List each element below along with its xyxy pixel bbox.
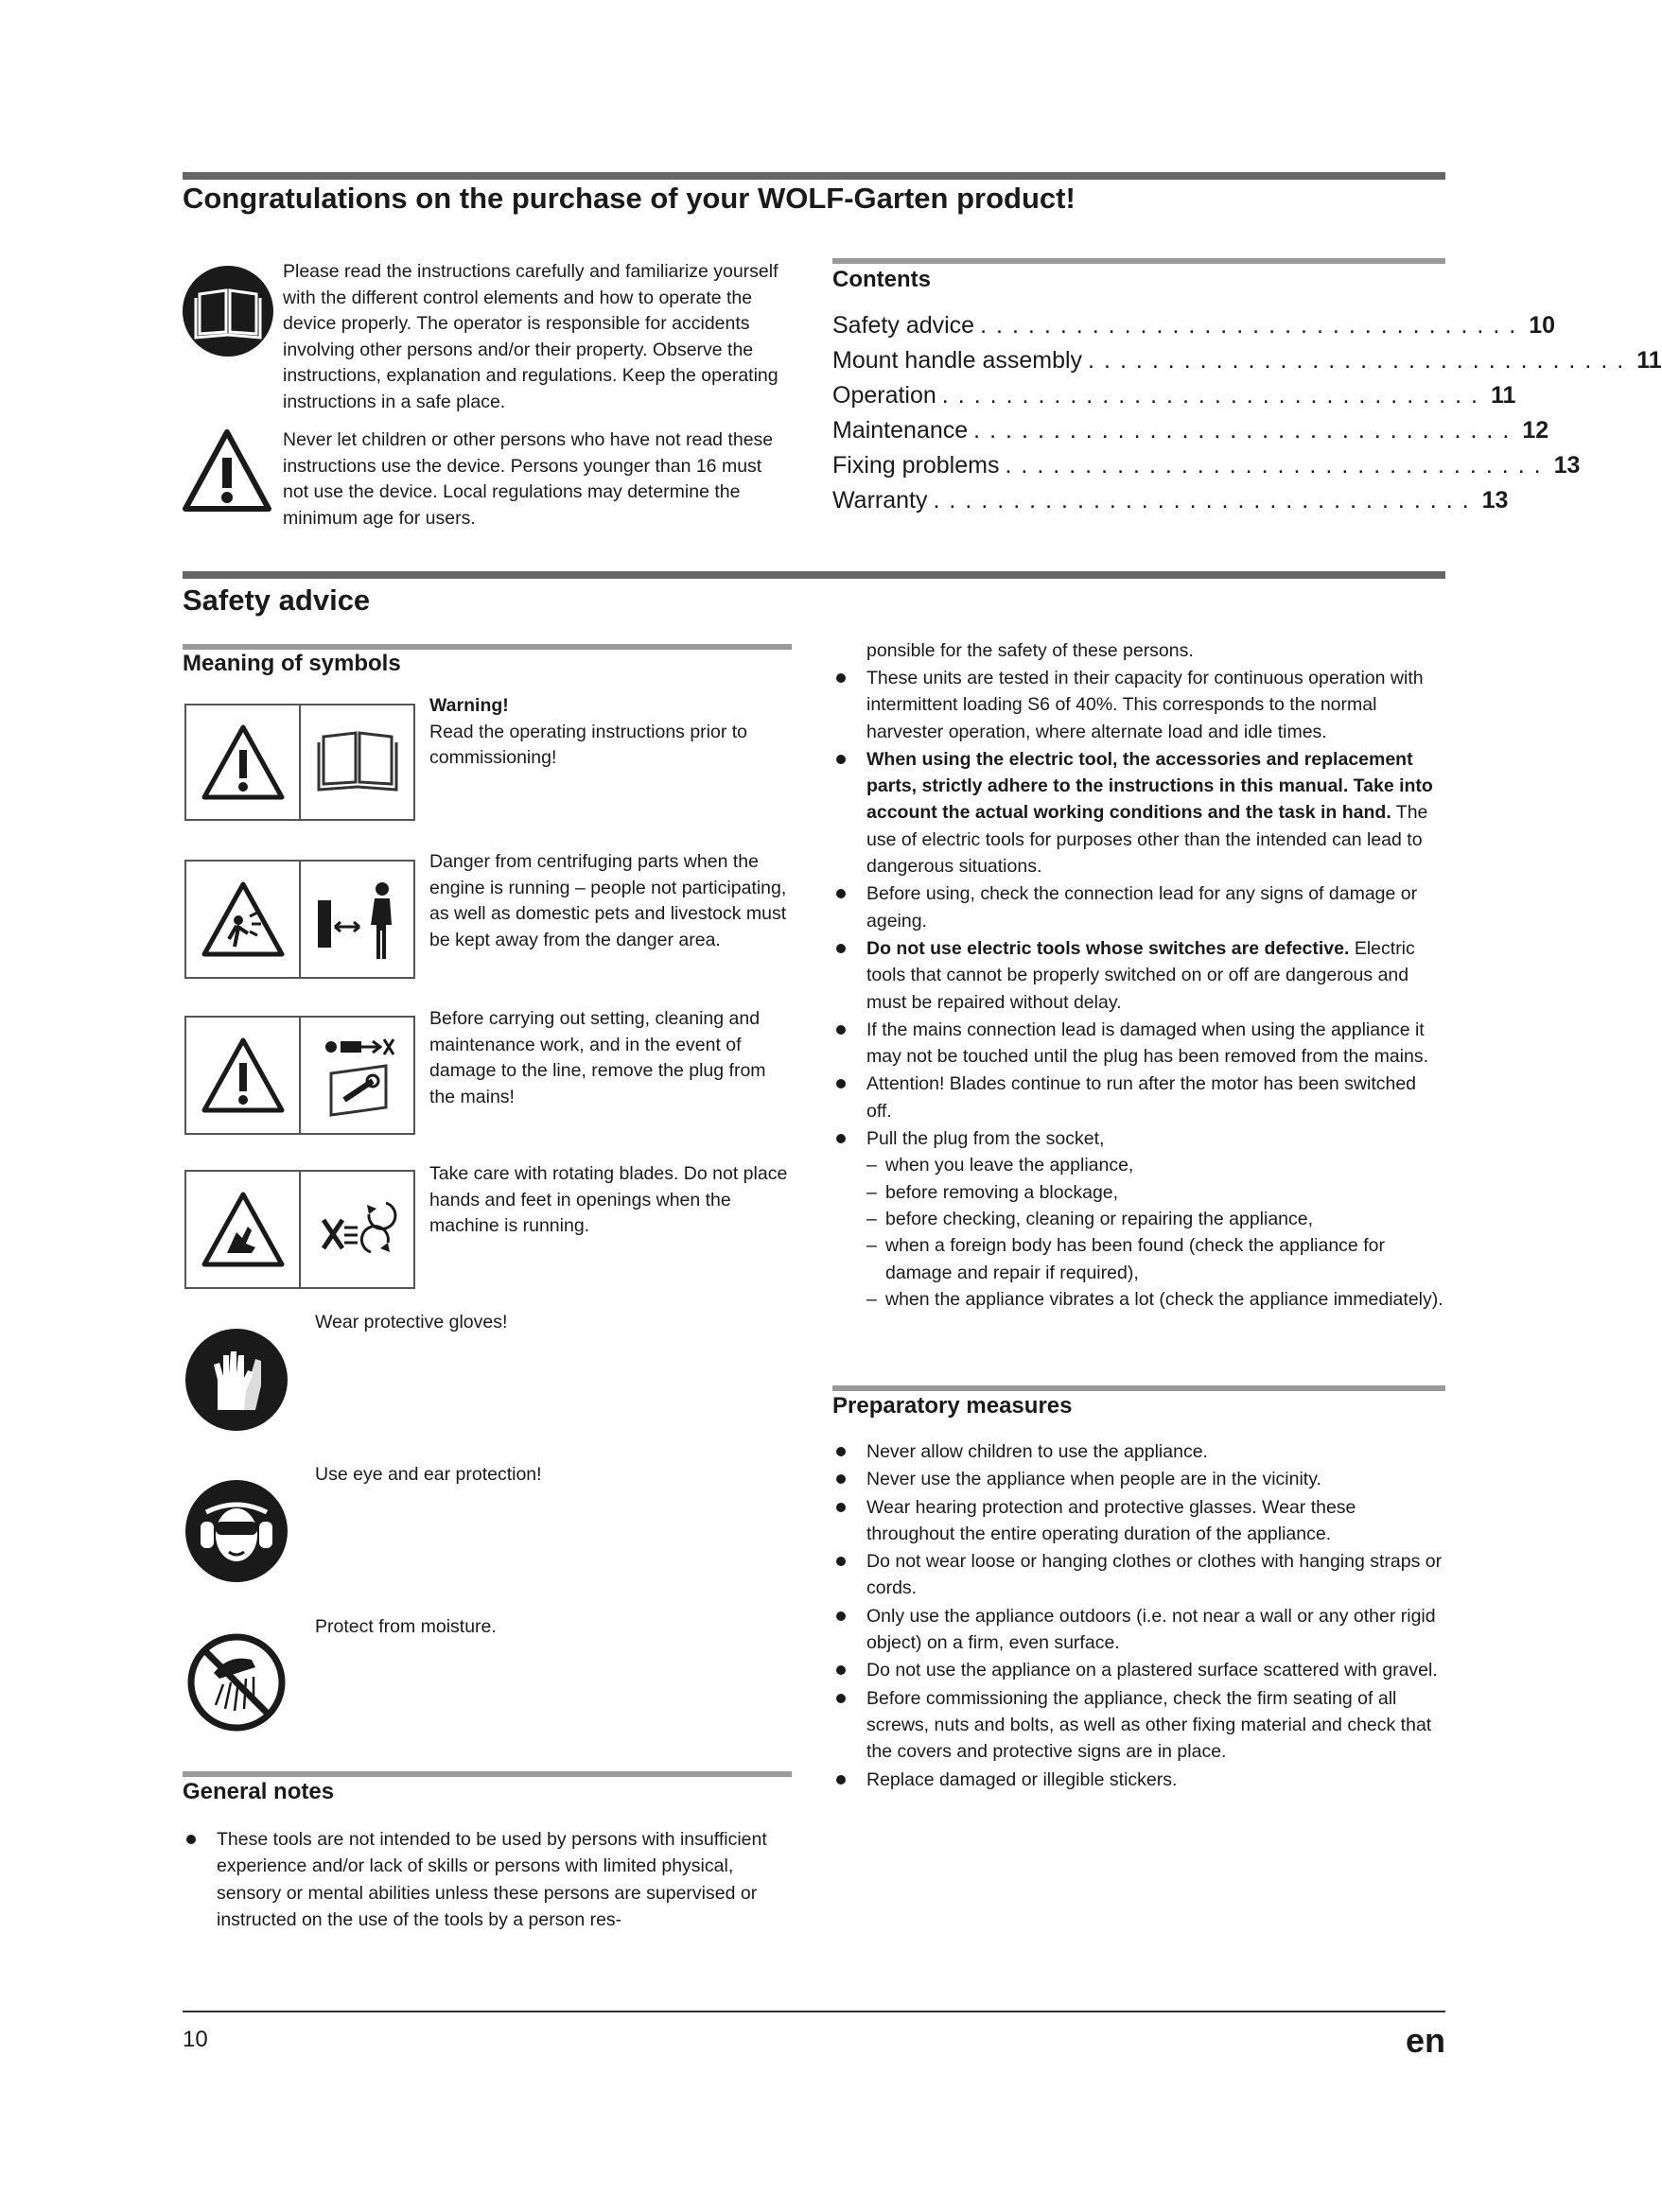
safety-rule bbox=[183, 571, 1445, 579]
list-item: Do not wear loose or hanging clothes or clothes with hanging straps or cords. bbox=[832, 1548, 1445, 1602]
symbol-7-text: Protect from moisture. bbox=[315, 1616, 497, 1637]
list-item: Never allow children to use the appliance. bbox=[832, 1438, 1445, 1465]
list-item: Pull the plug from the socket, – when you leave the appliance, – before removing a blockage, – before checking, cleaning or repairing the appliance, – when a foreign body has been found (check the appliance for damage and repair if required), – when the appliance vibrates a lot (check the appliance immediately). bbox=[832, 1125, 1445, 1313]
protective-gloves-icon bbox=[185, 1329, 288, 1431]
preparatory-list bbox=[832, 1438, 1445, 1794]
contents-rule bbox=[832, 258, 1445, 264]
toc-entry[interactable]: Mount handle assembly .................................. 11 bbox=[832, 347, 1662, 374]
toc-entry[interactable]: Warranty .................................. 13 bbox=[832, 487, 1509, 514]
preparatory-title: Preparatory measures bbox=[832, 1393, 1073, 1419]
general-notes-continued: ponsible for the safety of these persons. bbox=[866, 640, 1194, 661]
list-item: Do not use electric tools whose switches are defective. Electric tools that cannot be properly switched on or off are dangerous and must be repaired without delay. bbox=[832, 935, 1445, 1016]
toc-entry[interactable]: Safety advice .................................. 10 bbox=[832, 312, 1556, 339]
list-item: Before commissioning the appliance, check the firm seating of all screws, nuts and bolts, as well as other fixing material and check that the covers and protective signs are in place. bbox=[832, 1685, 1445, 1766]
list-item: Never use the appliance when people are in the vicinity. bbox=[832, 1466, 1445, 1492]
general-notes-list bbox=[183, 1826, 792, 1934]
list-item: Replace damaged or illegible stickers. bbox=[832, 1767, 1445, 1793]
safety-title: Safety advice bbox=[183, 583, 371, 617]
list-item: If the mains connection lead is damaged when using the appliance it may not be touched until the plug has been removed from the mains. bbox=[832, 1017, 1445, 1071]
symbol-rotating-blades bbox=[184, 1170, 415, 1289]
symbol-4-text: Take care with rotating blades. Do not place hands and feet in openings when the machine is running. bbox=[429, 1163, 788, 1236]
list-item: Before using, check the connection lead for any signs of damage or ageing. bbox=[832, 880, 1445, 934]
footer-rule bbox=[183, 2011, 1445, 2012]
preparatory-rule bbox=[832, 1385, 1445, 1391]
eye-ear-protection-icon bbox=[185, 1480, 288, 1582]
page-title: Congratulations on the purchase of your WOLF-Garten product! bbox=[183, 182, 1076, 215]
general-notes-rule bbox=[183, 1771, 792, 1777]
symbol-5-text: Wear protective gloves! bbox=[315, 1312, 508, 1332]
symbol-1-text: Warning! Read the operating instructions prior to commissioning! bbox=[429, 695, 748, 768]
warning-triangle-icon bbox=[182, 427, 272, 514]
list-item: Do not use the appliance on a plastered surface scattered with gravel. bbox=[832, 1657, 1445, 1683]
symbol-remove-plug bbox=[184, 1016, 415, 1135]
header-rule bbox=[183, 172, 1445, 180]
contents-title: Contents bbox=[832, 267, 931, 292]
symbol-centrifuging-parts bbox=[184, 860, 415, 979]
open-manual-icon bbox=[314, 729, 401, 795]
list-item: When using the electric tool, the accessories and replacement parts, strictly adhere to the instructions in this manual. Take into account the actual working conditions and the task in hand. The use of electric tools for purposes other than the intended can lead to dangerous situations. bbox=[832, 746, 1445, 880]
list-item: Wear hearing protection and protective glasses. Wear these throughout the entire operating duration of the appliance. bbox=[832, 1494, 1445, 1548]
rotating-blades-icon bbox=[310, 1182, 405, 1277]
flying-debris-icon bbox=[201, 880, 286, 958]
hand-blade-warning-icon bbox=[201, 1191, 286, 1268]
sub-list-item: – before removing a blockage, bbox=[866, 1179, 1445, 1206]
no-moisture-icon bbox=[185, 1631, 288, 1733]
symbol-warning-read-manual bbox=[184, 704, 415, 821]
contents-list bbox=[832, 308, 1662, 518]
warning-triangle-icon bbox=[201, 1036, 286, 1114]
list-item: These tools are not intended to be used by persons with insufficient experience and/or lack of skills or persons with limited physical, sensory or mental abilities unless these persons are supervised or instructed on the use of the tools by a person res- bbox=[183, 1826, 792, 1933]
language-code: en bbox=[1405, 2021, 1445, 2060]
list-item: Only use the appliance outdoors (i.e. not near a wall or any other rigid object) on a firm, even surface. bbox=[832, 1603, 1445, 1657]
general-notes-list-continued bbox=[832, 665, 1445, 1314]
page-number: 10 bbox=[183, 2027, 208, 2052]
sub-list-item: – when a foreign body has been found (check the appliance for damage and repair if required), bbox=[866, 1232, 1445, 1286]
book-icon bbox=[183, 266, 273, 357]
toc-entry[interactable]: Maintenance .................................. 12 bbox=[832, 417, 1549, 444]
pull-plug-sublist bbox=[866, 1152, 1445, 1313]
list-item: These units are tested in their capacity for continuous operation with intermittent loading S6 of 40%. This corresponds to the normal harvester operation, where alternate load and idle times. bbox=[832, 665, 1445, 745]
warning-triangle-icon bbox=[201, 723, 286, 801]
symbol-2-text: Danger from centrifuging parts when the engine is running – people not participating, as well as domestic pets and livestock must be kept away from the danger area. bbox=[429, 851, 787, 950]
symbol-6-text: Use eye and ear protection! bbox=[315, 1464, 542, 1485]
general-notes-title: General notes bbox=[183, 1779, 335, 1804]
symbols-rule bbox=[183, 644, 792, 650]
symbols-title: Meaning of symbols bbox=[183, 651, 401, 676]
sub-list-item: – before checking, cleaning or repairing the appliance, bbox=[866, 1206, 1445, 1232]
toc-entry[interactable]: Fixing problems .................................. 13 bbox=[832, 452, 1581, 479]
keep-distance-icon bbox=[310, 872, 405, 967]
sub-list-item: – when the appliance vibrates a lot (check the appliance immediately). bbox=[866, 1286, 1445, 1313]
symbol-3-text: Before carrying out setting, cleaning and maintenance work, and in the event of damage to the line, remove the plug from the mains! bbox=[429, 1008, 766, 1107]
intro-children-warning: Never let children or other persons who have not read these instructions use the device. Persons younger than 16 must not use the device. Local regulations may determine the minimum age for users. bbox=[283, 429, 774, 529]
toc-entry[interactable]: Operation .................................. 11 bbox=[832, 382, 1516, 409]
plug-maintenance-icon bbox=[310, 1028, 405, 1123]
intro-read-instructions: Please read the instructions carefully and familiarize yourself with the different control elements and how to operate the device properly. The operator is responsible for accidents involving other persons and/or their property. Observe the instructions, explanation and regulations. Keep the operating instructions in a safe place. bbox=[283, 261, 779, 412]
sub-list-item: – when you leave the appliance, bbox=[866, 1152, 1445, 1178]
list-item: Attention! Blades continue to run after the motor has been switched off. bbox=[832, 1071, 1445, 1124]
